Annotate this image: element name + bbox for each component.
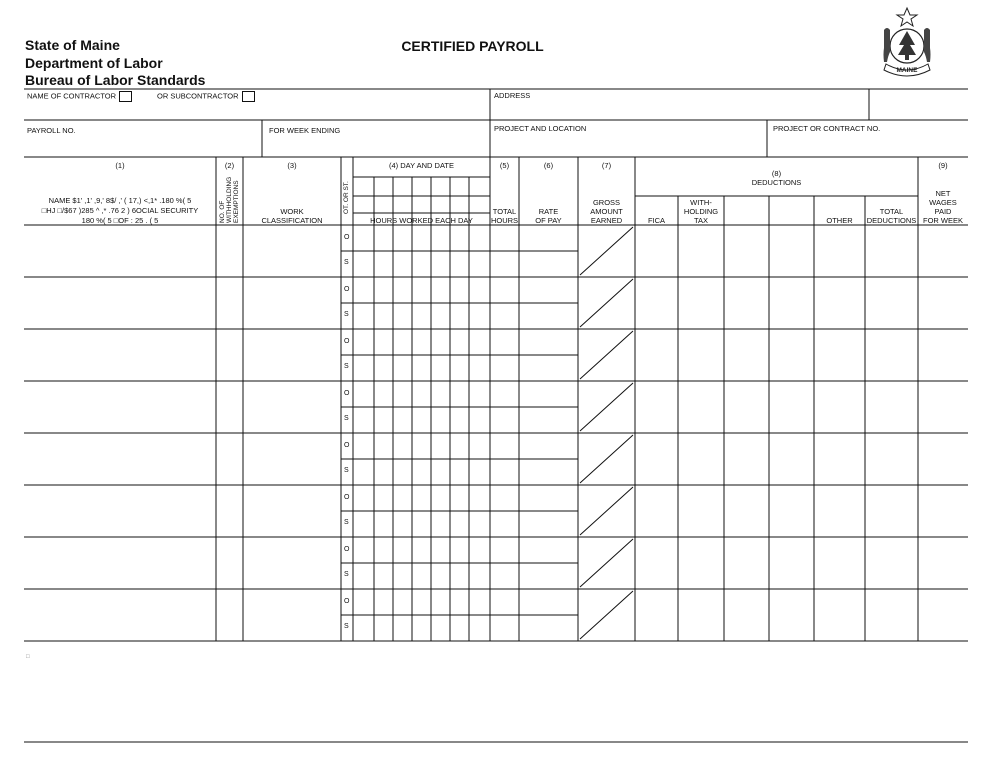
subcontractor-checkbox[interactable] xyxy=(242,91,255,102)
row4-o-marker: O xyxy=(344,390,350,397)
subcontractor-field[interactable] xyxy=(157,91,255,102)
col5-label-hours: HOURS xyxy=(490,216,519,225)
footer-mark: □ xyxy=(26,654,30,660)
col7-label-earned: EARNED xyxy=(590,216,623,225)
col7-label-gross: GROSS xyxy=(592,198,621,207)
payroll-no-label: PAYROLL NO. xyxy=(27,126,76,135)
col1-header-line2: □HJ □/$67 )285 ^ ,* .76 2 ) 6OCIAL SECURITY xyxy=(41,206,199,215)
col8-deductions-label: DEDUCTIONS xyxy=(751,178,802,187)
col9-label-net: NET xyxy=(935,189,951,198)
row6-s-marker: S xyxy=(344,519,349,526)
other-label: OTHER xyxy=(826,216,853,225)
row8-o-marker: O xyxy=(344,598,350,605)
withholding-label-1: WITH- xyxy=(690,198,712,207)
total-deductions-label-1: TOTAL xyxy=(879,207,904,216)
col8-number: (8) xyxy=(771,169,782,178)
row7-s-marker: S xyxy=(344,571,349,578)
contractor-checkbox[interactable] xyxy=(119,91,132,102)
col2-exemptions-label: NO. OF WITHHOLDING EXEMPTIONS xyxy=(219,176,240,223)
row5-o-marker: O xyxy=(344,442,350,449)
agency-line-state: State of Maine xyxy=(25,37,120,53)
col6-label-rate: RATE xyxy=(538,207,559,216)
row1-o-marker: O xyxy=(344,234,350,241)
withholding-label-2: HOLDING xyxy=(683,207,719,216)
contractor-field[interactable] xyxy=(27,91,132,102)
col4-hours-each-day: HOURS WORKED EACH DAY xyxy=(370,216,473,225)
col9-label-paid: PAID xyxy=(934,207,952,216)
svg-text:MAINE: MAINE xyxy=(896,67,918,74)
col3-number: (3) xyxy=(287,161,297,170)
contractor-label: NAME OF CONTRACTOR xyxy=(27,91,117,101)
col9-label-for-week: FOR WEEK xyxy=(922,216,963,225)
row2-o-marker: O xyxy=(344,286,350,293)
col1-header-line3: 180 %( 5 □OF : 25 . ( 5 xyxy=(81,216,159,225)
contract-no-label: PROJECT OR CONTRACT NO. xyxy=(773,124,881,133)
col6-number: (6) xyxy=(543,161,554,170)
col9-label-wages: WAGES xyxy=(929,198,957,207)
row4-s-marker: S xyxy=(344,415,349,422)
col1-number: (1) xyxy=(115,161,125,170)
week-ending-label: FOR WEEK ENDING xyxy=(269,126,341,135)
row7-o-marker: O xyxy=(344,546,350,553)
agency-line-bureau: Bureau of Labor Standards xyxy=(25,72,206,88)
col7-label-amount: AMOUNT xyxy=(590,207,623,216)
col4-day-date-title: (4) DAY AND DATE xyxy=(388,161,454,170)
row2-s-marker: S xyxy=(344,311,349,318)
row6-o-marker: O xyxy=(344,494,350,501)
col2-number: (2) xyxy=(224,161,235,170)
ot-st-label: OT. OR ST. xyxy=(343,181,350,214)
col3-label-work: WORK xyxy=(280,207,304,216)
row8-s-marker: S xyxy=(344,623,349,630)
form-title: CERTIFIED PAYROLL xyxy=(401,38,544,54)
col6-label-of-pay: OF PAY xyxy=(535,216,562,225)
project-location-label: PROJECT AND LOCATION xyxy=(494,124,587,133)
col9-number: (9) xyxy=(938,161,948,170)
subcontractor-label: OR SUBCONTRACTOR xyxy=(157,91,239,101)
row1-s-marker: S xyxy=(344,259,349,266)
total-deductions-label-2: DEDUCTIONS xyxy=(866,216,917,225)
col3-label-classification: CLASSIFICATION xyxy=(261,216,323,225)
fica-label: FICA xyxy=(647,216,666,225)
row3-o-marker: O xyxy=(344,338,350,345)
agency-line-department: Department of Labor xyxy=(25,55,163,71)
col7-number: (7) xyxy=(601,161,612,170)
col5-number: (5) xyxy=(499,161,510,170)
address-label: ADDRESS xyxy=(494,91,531,100)
row5-s-marker: S xyxy=(344,467,349,474)
withholding-label-3: TAX xyxy=(693,216,709,225)
col5-label-total: TOTAL xyxy=(492,207,517,216)
col1-header-line1: NAME $1' ,1' ,9,' 8$/ ,' ( 17,) <,1* .180 %( 5 xyxy=(48,196,192,205)
row3-s-marker: S xyxy=(344,363,349,370)
